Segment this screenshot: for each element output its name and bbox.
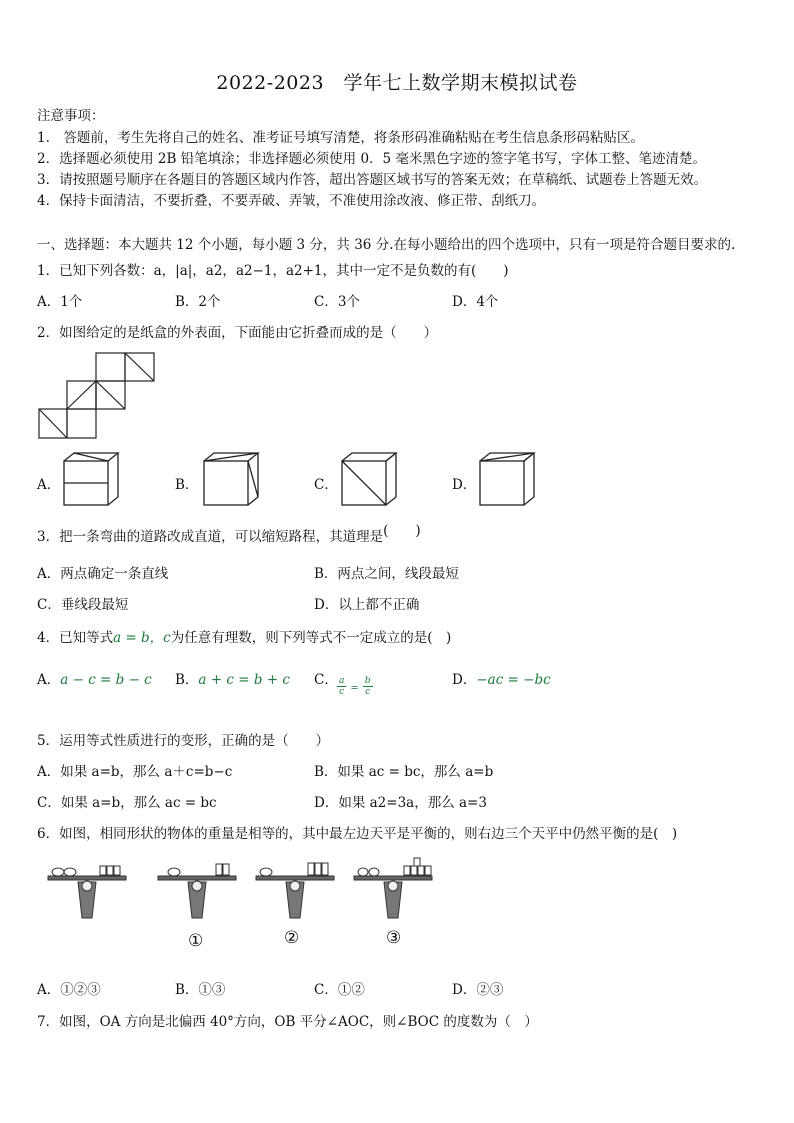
q4-stem-math: a = b，c [113,630,171,646]
balance-scale-4 [350,858,436,920]
q5-option-b: B．如果 ac = bc，那么 a=b [314,764,494,780]
q1-option-c: C．3个 [314,294,360,310]
frac-left-den: c [339,687,345,697]
question-7-stem: 7．如图，OA 方向是北偏西 40°方向，OB 平分∠AOC，则∠BOC 的度数为（ ） [37,1014,538,1030]
scale-label-2: ② [284,928,300,948]
q6-option-b: B．①③ [175,982,226,998]
box-net-figure [38,352,160,440]
q1-option-b: B．2个 [175,294,221,310]
question-4-stem [37,626,451,646]
q4-option-c [314,668,338,688]
q6-option-a: A．①②③ [37,982,101,998]
q5-option-d: D．如果 a2=3a，那么 a=3 [314,795,487,811]
notice-item-3: 3．请按照题号顺序在各题目的答题区域内作答，超出答题区域书写的答案无效；在草稿纸、试题卷上答题无效。 [37,172,708,188]
q4-option-d [452,668,551,688]
q2-option-a: A． [37,477,61,493]
q4-option-b [175,668,290,688]
q4-option-a-label: A． [37,672,61,688]
cube-option-c [341,452,401,506]
q3-option-d: D．以上都不正确 [314,597,420,613]
q4-option-a [37,668,152,688]
q4-option-b-math: a + c = b + c [198,672,290,688]
notice-item-1: 1. 答题前，考生先将自己的姓名、准考证号填写清楚，将条形码准确粘贴在考生信息条形码粘贴区。 [37,130,644,146]
q2-option-c: C． [314,477,338,493]
balance-scale-3 [252,858,338,920]
question-6-stem: 6．如图，相同形状的物体的重量是相等的，其中最左边天平是平衡的，则右边三个天平中仍然平衡的是( ) [37,826,678,842]
frac-equals: = [350,683,359,694]
q2-option-b: B． [175,477,199,493]
q1-stem-a2: ，a2， [192,263,236,279]
q1-stem-a2m1: a2−1， [235,263,286,279]
frac-right-num: b [364,676,371,686]
q6-option-d: D．②③ [452,982,504,998]
q4-stem-pre: 4．已知等式 [37,630,114,646]
scale-label-1: ① [188,931,204,951]
q3-option-a: A．两点确定一条直线 [37,566,169,582]
question-2-stem: 2．如图给定的是纸盒的外表面，下面能由它折叠而成的是（ ） [37,325,438,341]
cube-option-d [479,452,539,506]
frac-left-num: a [339,676,345,686]
q4-option-d-label: D． [452,672,477,688]
scale-label-3: ③ [386,928,402,948]
q3-option-c: C．垂线段最短 [37,597,129,613]
fraction-a-over-c [337,676,346,697]
q3-stem-text: 3．把一条弯曲的道路改成直道，可以缩短路程，其道理是 [37,529,384,545]
notice-item-4: 4．保持卡面清洁，不要折叠，不要弄破、弄皱，不准使用涂改液、修正带、刮纸刀。 [37,193,546,209]
frac-right-den: c [365,687,371,697]
q4-option-b-label: B． [175,672,199,688]
q4-option-c-label: C． [314,672,338,688]
q6-option-c: C．①② [314,982,365,998]
notice-heading: 注意事项： [37,108,105,124]
balance-scale-1 [44,858,130,920]
page-title: 2022-2023 学年七上数学期末模拟试卷 [216,72,578,94]
q1-stem-abs: |a| [175,263,193,279]
question-3-stem [37,525,421,545]
section-heading: 一、选择题：本大题共 12 个小题，每小题 3 分，共 36 分.在每小题给出的四个选项中，只有一项是符合题目要求的. [37,237,736,253]
question-5-stem: 5．运用等式性质进行的变形，正确的是（ ） [37,733,330,749]
q2-option-d: D． [452,477,477,493]
q4-option-c-math [337,676,373,697]
q4-stem-post: 为任意有理数，则下列等式不一定成立的是( ) [170,630,452,646]
fraction-b-over-c [363,676,373,697]
cube-option-a [63,452,123,506]
q5-option-c: C．如果 a=b，那么 ac = bc [37,795,217,811]
question-1-stem [37,259,509,279]
q1-option-a: A．1个 [37,294,83,310]
q4-option-d-math: −ac = −bc [476,672,551,688]
q4-option-a-math: a − c = b − c [60,672,152,688]
notice-item-2: 2．选择题必须使用 2B 铅笔填涂；非选择题必须使用 0．5 毫米黑色字迹的签字笔书写，字体工整、笔迹清楚。 [37,151,706,167]
q5-option-a: A．如果 a=b，那么 a＋c=b−c [37,764,233,780]
q1-option-d: D．4个 [452,294,499,310]
balance-scale-2 [154,858,240,920]
q1-stem-pre: 1．已知下列各数：a， [37,263,176,279]
q3-option-b: B．两点之间，线段最短 [314,566,459,582]
cube-option-b [203,452,263,506]
q3-paren: ( ) [383,523,421,539]
q1-stem-a2p1: a2+1，其中一定不是负数的有( ) [285,263,509,279]
